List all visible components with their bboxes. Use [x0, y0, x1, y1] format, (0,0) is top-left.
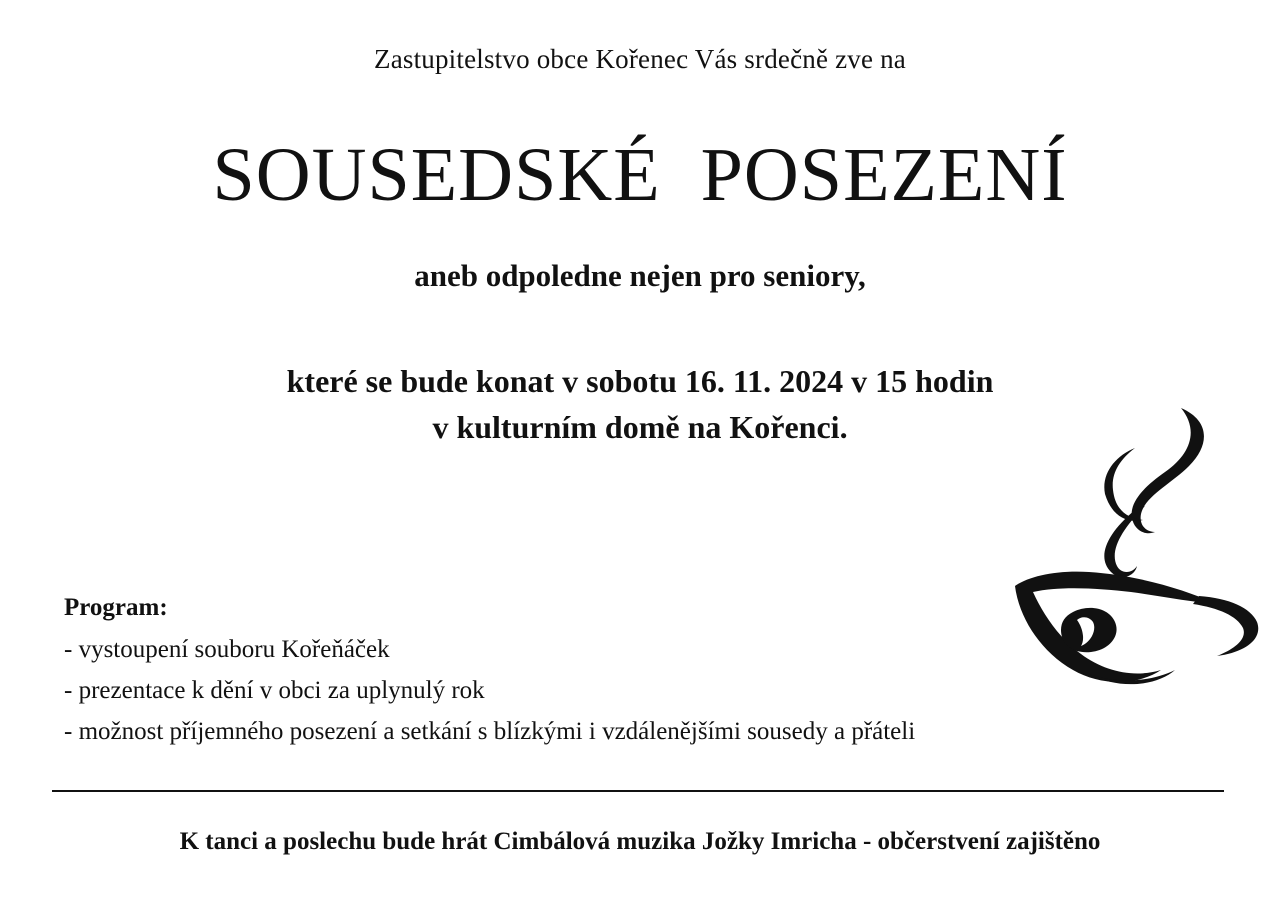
- program-heading: Program:: [64, 594, 168, 621]
- list-item: - prezentace k dění v obci za uplynulý rok: [64, 676, 485, 704]
- list-item: - vystoupení souboru Kořeňáček: [64, 636, 390, 663]
- event-date-line: které se bude konat v sobotu 16. 11. 2024 v 15 hodin: [286, 363, 994, 399]
- footer-note: K tanci a poslechu bude hrát Cimbálová muzika Jožky Imricha - občerstvení zajištěno: [179, 828, 1101, 855]
- list-item: - možnost příjemného posezení a setkání s blízkými i vzdálenějšími sousedy a přáteli: [64, 717, 916, 745]
- page-title: SOUSEDSKÉ POSEZENÍ: [212, 133, 1068, 217]
- invitation-line: Zastupitelstvo obce Kořenec Vás srdečně zve na: [374, 44, 906, 74]
- subtitle: aneb odpoledne nejen pro seniory,: [414, 258, 866, 293]
- event-venue-line: v kulturním domě na Kořenci.: [432, 409, 848, 446]
- coffee-cup-icon: [985, 390, 1265, 700]
- divider: [52, 790, 1224, 792]
